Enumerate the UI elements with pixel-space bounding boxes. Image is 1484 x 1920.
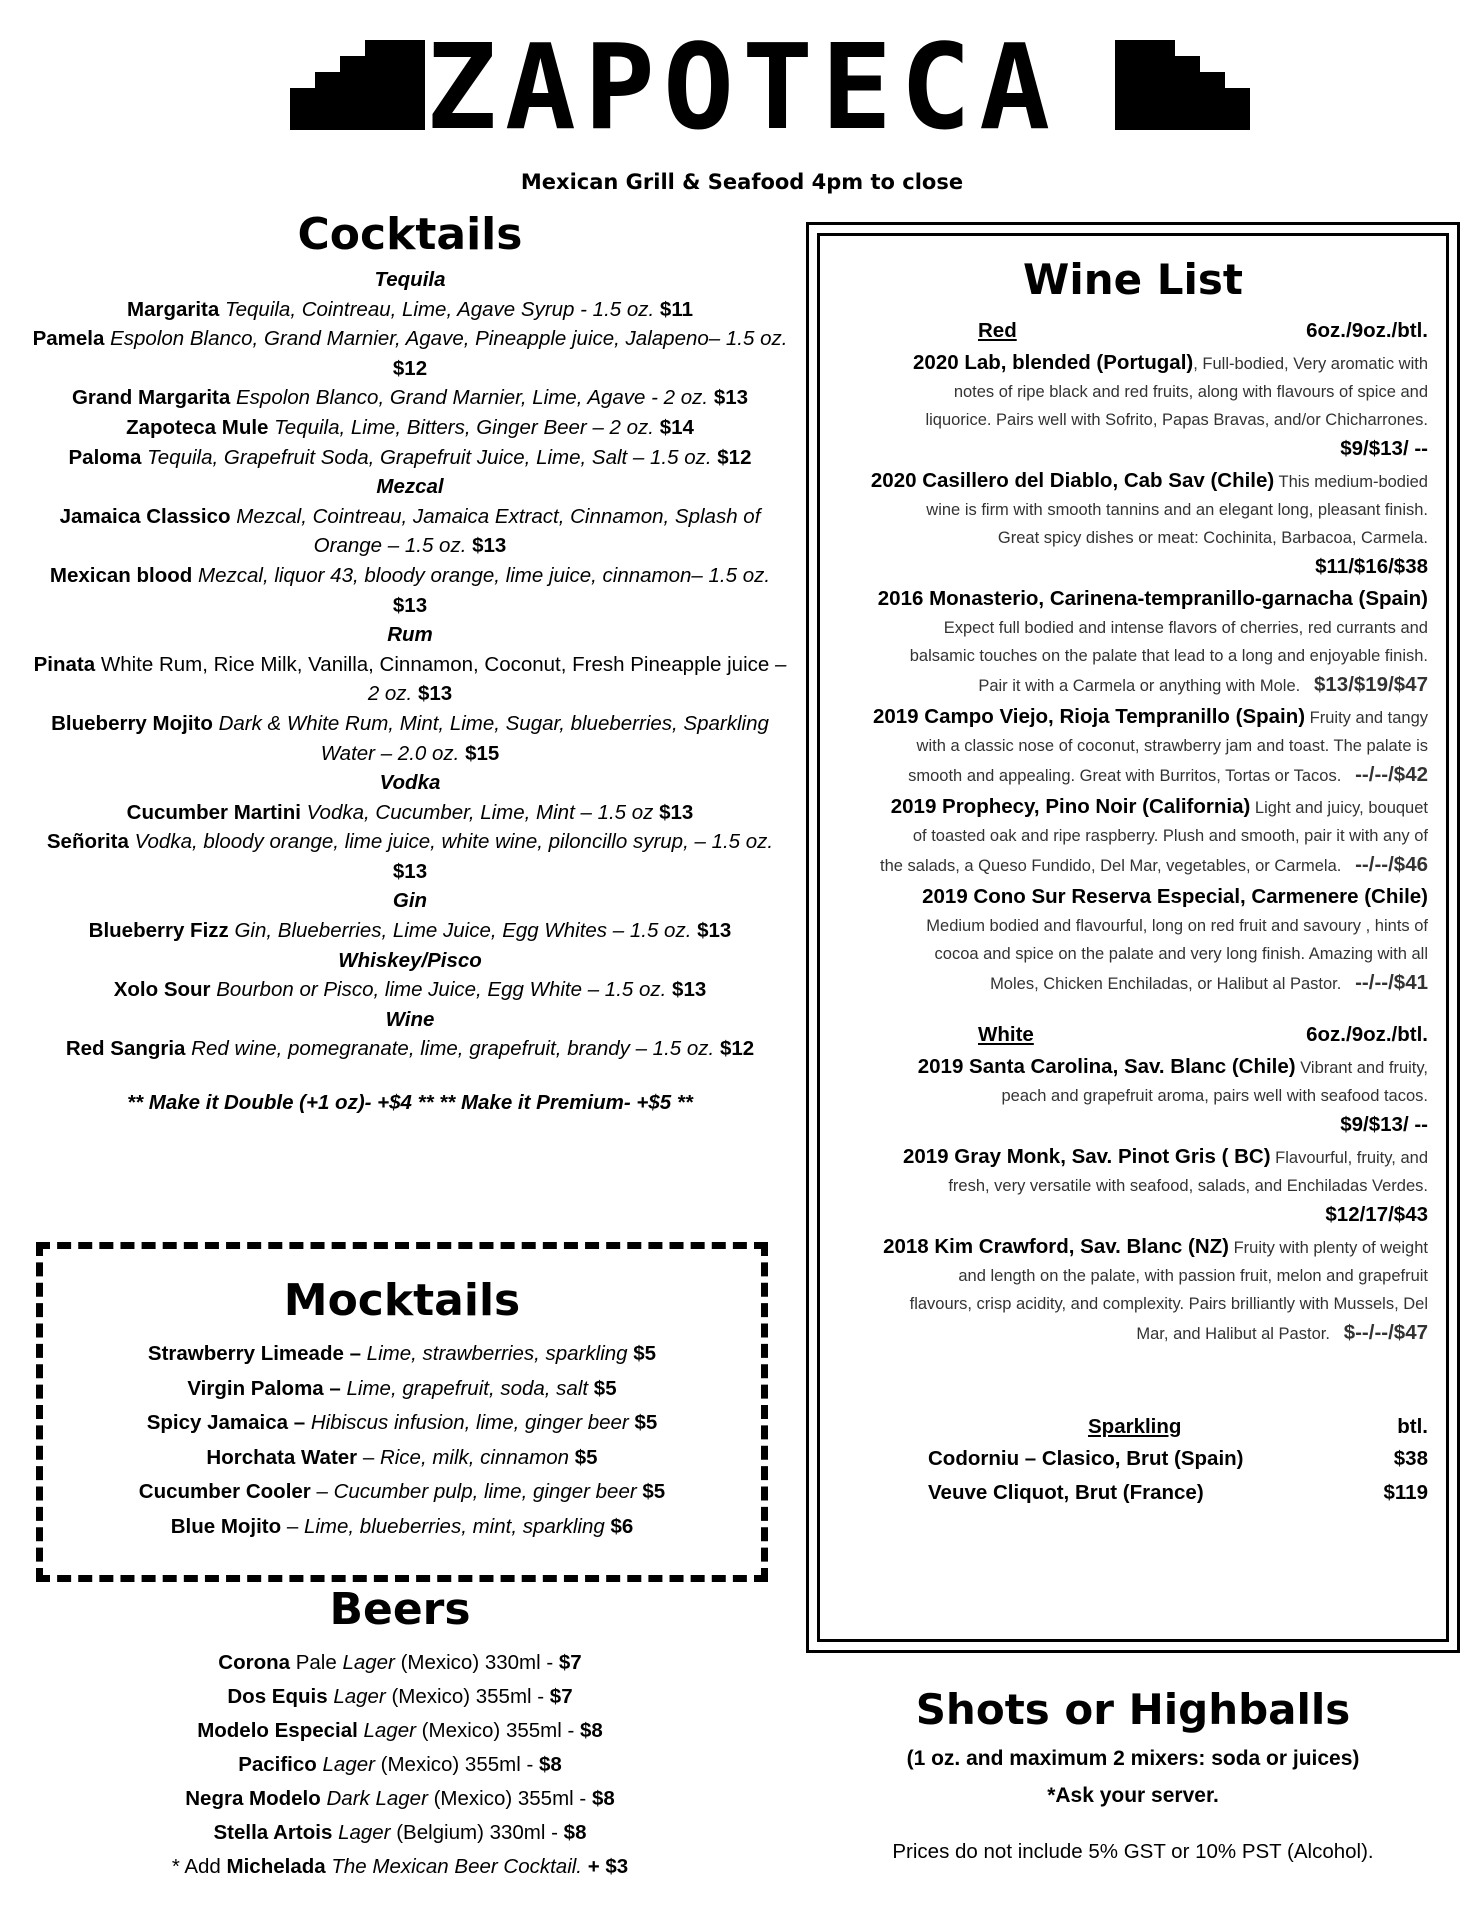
beer-item [30,1714,770,1748]
mocktail-sep: – [281,1514,304,1538]
cocktail-size: – 1.5 oz. [708,327,788,351]
mocktail-price: $5 [574,1445,598,1469]
beer-price: $8 [538,1753,562,1776]
cocktail-desc: Dark & White Rum, Mint, Lime, Sugar, blueberries, Sparkling Water [218,711,769,765]
wine-name: 2019 Campo Viejo, Rioja Tempranillo (Spain) [872,705,1306,728]
mocktail-sep: – [288,1411,311,1434]
beer-style: Lager [338,1821,391,1844]
wine-item-heading [838,792,1428,822]
cocktail-item [30,798,790,828]
mocktail-price: $5 [642,1480,666,1503]
wine-name: 2019 Gray Monk, Sav. Pinot Gris ( BC) [902,1145,1271,1168]
wine-section-label: White [978,1023,1034,1046]
wine-desc-line: flavours, crisp acidity, and complexity. Pairs brilliantly with Mussels, Del [909,1295,1428,1313]
wine-desc-line: peach and grapefruit aroma, pairs well with seafood tacos. [1001,1087,1428,1105]
mocktail-desc: Lime, strawberries, sparkling [366,1342,628,1365]
shots-section [806,1680,1460,1864]
wine-price: $11/$16/$38 [1315,555,1428,578]
wine-desc-line: wine is firm with smooth tannins and an elegant long, pleasant finish. [926,501,1428,519]
cocktail-size: – 1.5 oz. [582,978,667,1002]
wine-section-label: Red [978,319,1017,342]
cocktail-name: Paloma [68,445,142,469]
wine-price: --/--/$46 [1355,853,1428,876]
cocktail-price: $12 [719,1037,755,1061]
cocktail-name: Blueberry Mojito [51,711,213,735]
cocktail-size: – 2 oz. [367,652,787,706]
beer-name: Pacifico [238,1753,317,1776]
tax-note: Prices do not include 5% GST or 10% PST (Alcohol). [892,1840,1374,1863]
logo-text: ZAPOTECA [425,18,1059,156]
wine-item [838,1142,1428,1230]
beer-origin: (Mexico) 355ml - [427,1787,592,1810]
beer-price: $8 [591,1787,615,1810]
wine-name: 2016 Monasterio, Carinena-tempranillo-garnacha (Spain) [877,587,1428,610]
cocktail-size: – 1.5 oz [574,800,654,824]
cocktail-size: - 2 oz. [645,386,709,410]
cocktail-category: Tequila [374,268,446,291]
cocktail-desc: White Rum, Rice Milk, Vanilla, Cinnamon, Coconut, Fresh Pineapple juice [100,652,770,676]
cocktail-item [30,975,790,1005]
mocktail-name: Spicy Jamaica [146,1411,289,1434]
michelada-desc: The Mexican Beer Cocktail. [325,1855,583,1878]
wine-section-header [838,1020,1428,1050]
beer-origin: (Mexico) 355ml - [415,1719,580,1742]
cocktail-price: $13 [392,859,428,883]
wine-item-heading [838,702,1428,732]
cocktail-size: - 1.5 oz. [574,297,655,321]
wine-section-columns: 6oz./9oz./btl. [1306,319,1428,342]
mocktail-sep: – [310,1480,334,1503]
michelada-pre: * Add [171,1855,227,1878]
cocktail-name: Pamela [32,327,105,351]
cocktail-item [30,502,790,561]
wine-name: 2020 Lab, blended (Portugal) [913,351,1194,374]
wine-white-section [838,1020,1428,1348]
mocktail-price: $5 [633,1342,657,1365]
wine-desc-line: This medium-bodied [1274,473,1428,491]
cocktail-price: $13 [659,800,694,824]
cocktail-desc: Bourbon or Pisco, lime Juice, Egg White [216,978,582,1002]
tagline: Mexican Grill & Seafood 4pm to close [520,170,964,194]
wine-name: 2019 Cono Sur Reserva Especial, Carmenere (Chile) [922,885,1428,908]
wine-item-heading [838,466,1428,496]
cocktail-item [30,324,790,383]
cocktail-item [30,383,790,413]
cocktail-item [30,561,790,620]
beer-item [30,1646,770,1680]
wine-desc-line: the salads, a Queso Fundido, Del Mar, vegetables, or Carmela. --/--/$46 [880,853,1428,876]
wine-title: Wine List [1023,255,1243,304]
wine-desc-line: cocoa and spice on the palate and very long finish. Amazing with all [934,945,1428,963]
wine-desc-line: smooth and appealing. Great with Burritos, Tortas or Tacos. --/--/$42 [908,763,1428,786]
cocktail-size: – 1.5 oz. [688,830,774,854]
sparkling-price: $38 [1393,1447,1428,1470]
cocktail-list [30,265,790,1064]
wine-item-heading [838,348,1428,378]
wine-item [838,702,1428,790]
wine-desc-line: balsamic touches on the palate that lead to a long and enjoyable finish. [909,647,1428,665]
mocktail-item [43,1441,761,1476]
wine-desc-line: Expect full bodied and intense flavors of cherries, red currants and [943,619,1428,637]
cocktail-name: Pinata [33,652,96,676]
mocktail-name: Blue Mojito [170,1514,282,1538]
cocktail-price: $13 [417,682,453,706]
beers-title: Beers [329,1584,471,1635]
mocktails-title: Mocktails [283,1275,521,1326]
beer-list [30,1646,770,1850]
wine-desc-line: Pair it with a Carmela or anything with Mole. $13/$19/$47 [978,673,1428,696]
wine-price: $9/$13/ -- [1340,437,1428,460]
beer-price: $8 [580,1719,603,1742]
mocktail-item [43,1337,761,1372]
wine-item-heading [838,1142,1428,1172]
beer-price: $7 [558,1651,582,1674]
wine-desc-line: Great spicy dishes or meat: Cochinita, Barbacoa, Carmela. [997,529,1428,547]
cocktail-size: – 1.5 oz. [607,919,692,943]
wine-desc-line: of toasted oak and ripe raspberry. Plush and smooth, pair it with any of [912,827,1428,845]
wine-item-heading [838,1232,1428,1262]
cocktails-title: Cocktails [297,209,523,260]
wine-item [838,882,1428,998]
beer-origin: (Mexico) 355ml - [374,1753,539,1776]
sparkling-item [838,1476,1428,1510]
cocktail-category: Wine [385,1007,435,1031]
mocktail-desc: Lime, grapefruit, soda, salt [346,1376,589,1400]
beer-origin: (Mexico) 330ml - [394,1651,559,1674]
mocktail-desc: Rice, milk, cinnamon [379,1445,570,1469]
shots-title: Shots or Highballs [915,1685,1351,1734]
wine-desc-line: liquorice. Pairs well with Sofrito, Papas Bravas, and/or Chicharrones. [925,411,1428,429]
cocktail-item [30,295,790,325]
cocktail-price: $13 [392,593,428,617]
sparkling-price: $119 [1383,1481,1428,1504]
beer-item [30,1816,770,1850]
cocktail-name: Grand Margarita [71,386,231,410]
mocktail-item [43,1475,761,1510]
mocktail-sep: – [323,1376,347,1400]
cocktail-item [30,413,790,443]
beer-name: Modelo Especial [197,1719,358,1742]
wine-item [838,584,1428,700]
mocktail-desc: Lime, blueberries, mint, sparkling [303,1514,605,1538]
cocktail-size: – 2 oz. [586,415,654,439]
cocktail-desc: Red wine, pomegranate, lime, grapefruit, brandy [191,1037,630,1061]
beer-style: Lager [333,1685,386,1708]
cocktail-desc: Espolon Blanco, Grand Marnier, Lime, Agave [236,386,646,410]
cocktail-category: Vodka [379,771,441,795]
wine-desc-line: Mar, and Halibut al Pastor. $--/--/$47 [1136,1321,1428,1344]
wine-list [838,250,1428,1510]
mocktail-price: $5 [593,1376,617,1400]
wine-item [838,348,1428,464]
wine-name: 2018 Kim Crawford, Sav. Blanc (NZ) [883,1235,1229,1258]
mocktail-name: Strawberry Limeade [147,1342,344,1365]
cocktail-size: – 1.5 oz. [691,563,771,587]
cocktail-desc: Vodka, Cucumber, Lime, Mint [306,800,575,824]
wine-section-columns: btl. [1397,1415,1428,1438]
beer-name: Dos Equis [227,1685,328,1708]
mocktail-item [43,1510,761,1545]
cocktail-category: Whiskey/Pisco [338,948,482,972]
cocktail-name: Jamaica Classico [59,504,231,528]
cocktail-desc: Gin, Blueberries, Lime Juice, Egg Whites [234,919,608,943]
cocktail-name: Xolo Sour [113,978,211,1002]
sparkling-name: Codorniu – Clasico, Brut (Spain) [928,1447,1244,1470]
zapoteca-logo [0,0,1484,160]
shots-ask-server: *Ask your server. [1047,1784,1219,1807]
cocktail-item [30,443,790,473]
wine-price: $9/$13/ -- [1340,1113,1428,1136]
wine-desc-line: Medium bodied and flavourful, long on red fruit and savoury , hints of [926,917,1428,935]
michelada-line [30,1850,770,1884]
beer-pre: Pale [290,1651,343,1674]
mocktail-price: $6 [610,1514,634,1538]
cocktail-item [30,650,790,709]
cocktail-category: Rum [387,623,433,647]
cocktail-desc: Tequila, Cointreau, Lime, Agave Syrup [224,297,575,321]
cocktail-size: – 2.0 oz. [375,741,460,765]
wine-desc-line: with a classic nose of coconut, strawberry jam and toast. The palate is [916,737,1428,755]
wine-item [838,1052,1428,1140]
cocktail-price: $13 [472,534,507,558]
wine-section-header [838,316,1428,346]
beer-name: Negra Modelo [185,1787,321,1810]
cocktail-category: Mezcal [376,475,444,499]
sparkling-name: Veuve Cliquot, Brut (France) [928,1481,1204,1504]
wine-name: 2019 Santa Carolina, Sav. Blanc (Chile) [917,1055,1296,1078]
cocktail-desc: Vodka, bloody orange, lime juice, white wine, piloncillo syrup, [134,830,689,854]
shots-mixers: (1 oz. and maximum 2 mixers: soda or juices) [906,1747,1360,1770]
cocktail-desc: Mezcal, Cointreau, Jamaica Extract, Cinnamon, Splash of Orange [236,504,761,558]
mocktail-name: Horchata Water [206,1445,358,1469]
cocktail-name: Margarita [127,297,220,321]
beer-name: Corona [218,1651,291,1674]
wine-sparkling-section [838,1412,1428,1510]
mocktails-box [36,1242,768,1582]
cocktails-section [30,205,790,1118]
wine-item-heading [838,584,1428,614]
cocktail-desc: Espolon Blanco, Grand Marnier, Agave, Pineapple juice, Jalapeno [110,327,709,351]
wine-name: 2020 Casillero del Diablo, Cab Sav (Chile) [870,469,1275,492]
wine-item-heading [838,882,1428,912]
beer-style: Lager [342,1651,395,1674]
wine-item [838,1232,1428,1348]
wine-desc-line: Vibrant and fruity, [1295,1059,1428,1077]
mocktail-name: Virgin Paloma [187,1376,324,1400]
wine-desc-line: and length on the palate, with passion fruit, melon and grapefruit [958,1267,1428,1285]
cocktail-name: Blueberry Fizz [88,919,229,943]
wine-price: --/--/$42 [1355,763,1428,786]
sparkling-item [838,1442,1428,1476]
mocktail-sep: – [357,1445,380,1469]
beers-section [30,1582,770,1884]
wine-red-section [838,316,1428,998]
cocktail-item [30,1034,790,1064]
wine-price: --/--/$41 [1355,971,1428,994]
wine-item-heading [838,1052,1428,1082]
cocktail-price: $13 [713,386,749,410]
beer-style: Lager [363,1719,416,1742]
cocktail-name: Mexican blood [49,563,193,587]
mocktail-list [43,1337,761,1544]
cocktail-item [30,916,790,946]
cocktail-size: – 1.5 oz. [629,1037,715,1061]
wine-desc-line: Light and juicy, bouquet [1250,799,1428,817]
cocktail-extras: ** Make it Double (+1 oz)- +$4 ** ** Make it Premium- +$5 ** [127,1091,693,1115]
mocktail-desc: Cucumber pulp, lime, ginger beer [333,1480,637,1503]
beer-item [30,1748,770,1782]
wine-desc-line: , Full-bodied, Very aromatic with [1193,355,1428,373]
cocktail-price: $13 [672,978,707,1002]
wine-desc-line: Fruity with plenty of weight [1229,1239,1428,1257]
beer-origin: (Mexico) 355ml - [385,1685,550,1708]
wine-section-header [838,1412,1428,1442]
beer-style: Lager [322,1753,375,1776]
mocktail-price: $5 [634,1411,658,1434]
cocktail-price: $14 [659,415,694,439]
beer-price: $8 [563,1821,587,1844]
wine-price: $12/17/$43 [1325,1203,1428,1226]
mocktail-item [43,1406,761,1441]
wine-desc-line: notes of ripe black and red fruits, along with flavours of spice and [953,383,1428,401]
beer-item [30,1680,770,1714]
beer-style: Dark Lager [326,1787,428,1810]
wine-desc-line: fresh, very versatile with seafood, salads, and Enchiladas Verdes. [948,1177,1428,1195]
wine-item [838,466,1428,582]
cocktail-name: Cucumber Martini [126,800,301,824]
wine-desc-line: Flavourful, fruity, and [1270,1149,1428,1167]
beer-name: Stella Artois [213,1821,333,1844]
cocktail-desc: Mezcal, liquor 43, bloody orange, lime juice, cinnamon [198,563,692,587]
beer-origin: (Belgium) 330ml - [390,1821,564,1844]
cocktail-item [30,709,790,768]
cocktail-category: Gin [392,889,428,913]
mocktail-name: Cucumber Cooler [138,1480,311,1503]
wine-price: $13/$19/$47 [1313,673,1428,696]
michelada-price: + $3 [582,1855,629,1878]
wine-desc-line: Moles, Chicken Enchiladas, or Halibut al Pastor. --/--/$41 [990,971,1428,994]
cocktail-price: $12 [392,356,428,380]
wine-price: $--/--/$47 [1343,1321,1428,1344]
cocktail-price: $12 [717,445,752,469]
cocktail-desc: Tequila, Grapefruit Soda, Grapefruit Juice, Lime, Salt [147,445,628,469]
cocktail-item [30,827,790,886]
cocktail-name: Señorita [46,830,129,854]
beer-item [30,1782,770,1816]
michelada-name: Michelada [226,1855,326,1878]
cocktail-price: $15 [465,741,500,765]
mocktail-sep: – [343,1342,367,1365]
wine-name: 2019 Prophecy, Pino Noir (California) [890,795,1251,818]
cocktail-price: $11 [659,297,693,321]
beer-price: $7 [549,1685,573,1708]
cocktail-size: – 1.5 oz. [382,534,467,558]
wine-item [838,792,1428,880]
mocktail-desc: Hibiscus infusion, lime, ginger beer [310,1411,629,1434]
cocktail-size: – 1.5 oz. [627,445,712,469]
cocktail-desc: Tequila, Lime, Bitters, Ginger Beer [274,415,587,439]
cocktail-name: Red Sangria [65,1037,186,1061]
cocktail-name: Zapoteca Mule [126,415,269,439]
mocktail-item [43,1372,761,1407]
cocktail-price: $13 [697,919,732,943]
wine-section-columns: 6oz./9oz./btl. [1306,1023,1428,1046]
wine-section-label: Sparkling [1088,1415,1182,1438]
wine-desc-line: Fruity and tangy [1305,709,1428,727]
